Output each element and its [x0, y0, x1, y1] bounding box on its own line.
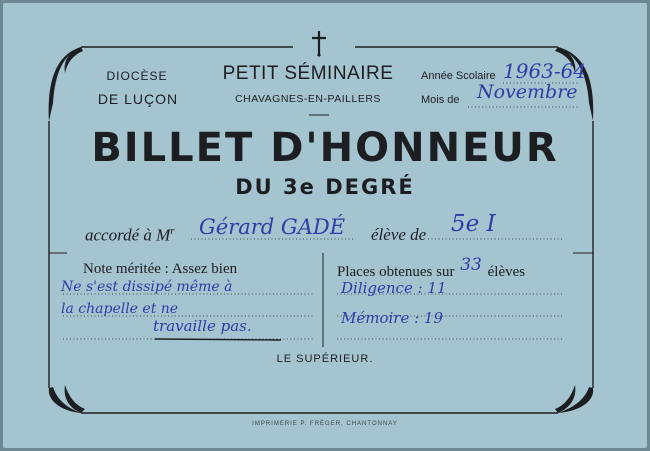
diocese-name: DE LUÇON — [97, 91, 179, 107]
diligence-score: Diligence : 11 — [341, 279, 447, 297]
remark-line-3: travaille pas. — [153, 317, 252, 335]
year-value: 1963-64 — [503, 59, 587, 83]
places-suffix: élèves — [487, 264, 526, 280]
diocese-label: DIOCÈSE — [106, 69, 168, 83]
month-value: Novembre — [477, 81, 578, 103]
mr-suffix: r — [170, 225, 175, 237]
school-name: PETIT SÉMINAIRE — [222, 63, 394, 84]
certificate-degree: DU 3e DEGRÉ — [235, 175, 415, 199]
certificate-title: BILLET D'HONNEUR — [91, 125, 559, 171]
awarded-to-text: accordé à M — [85, 225, 171, 245]
awarded-to-label — [85, 225, 175, 246]
pupil-of-label: élève de — [371, 225, 427, 244]
printer-imprint: IMPRIMERIE P. FRÉGER, CHANTONNAY — [252, 421, 398, 427]
student-name: Gérard GADÉ — [199, 215, 346, 239]
cross-icon — [312, 31, 326, 57]
class-value: 5e I — [451, 211, 496, 237]
places-count: 33 — [460, 255, 482, 275]
remark-line-2: la chapelle et ne — [61, 301, 179, 317]
honor-certificate — [3, 3, 647, 448]
memoire-score: Mémoire : 19 — [341, 309, 444, 327]
school-town: CHAVAGNES-EN-PAILLERS — [235, 93, 381, 105]
places-label — [337, 255, 526, 281]
grade-label: Note méritée : Assez bien — [83, 261, 238, 277]
places-text: Places obtenues sur — [337, 264, 455, 280]
superior-signature-label: LE SUPÉRIEUR. — [276, 353, 374, 365]
remark-line-1: Ne s'est dissipé même à — [61, 279, 233, 295]
year-label: Année Scolaire — [421, 70, 496, 82]
month-label: Mois de — [421, 94, 460, 106]
